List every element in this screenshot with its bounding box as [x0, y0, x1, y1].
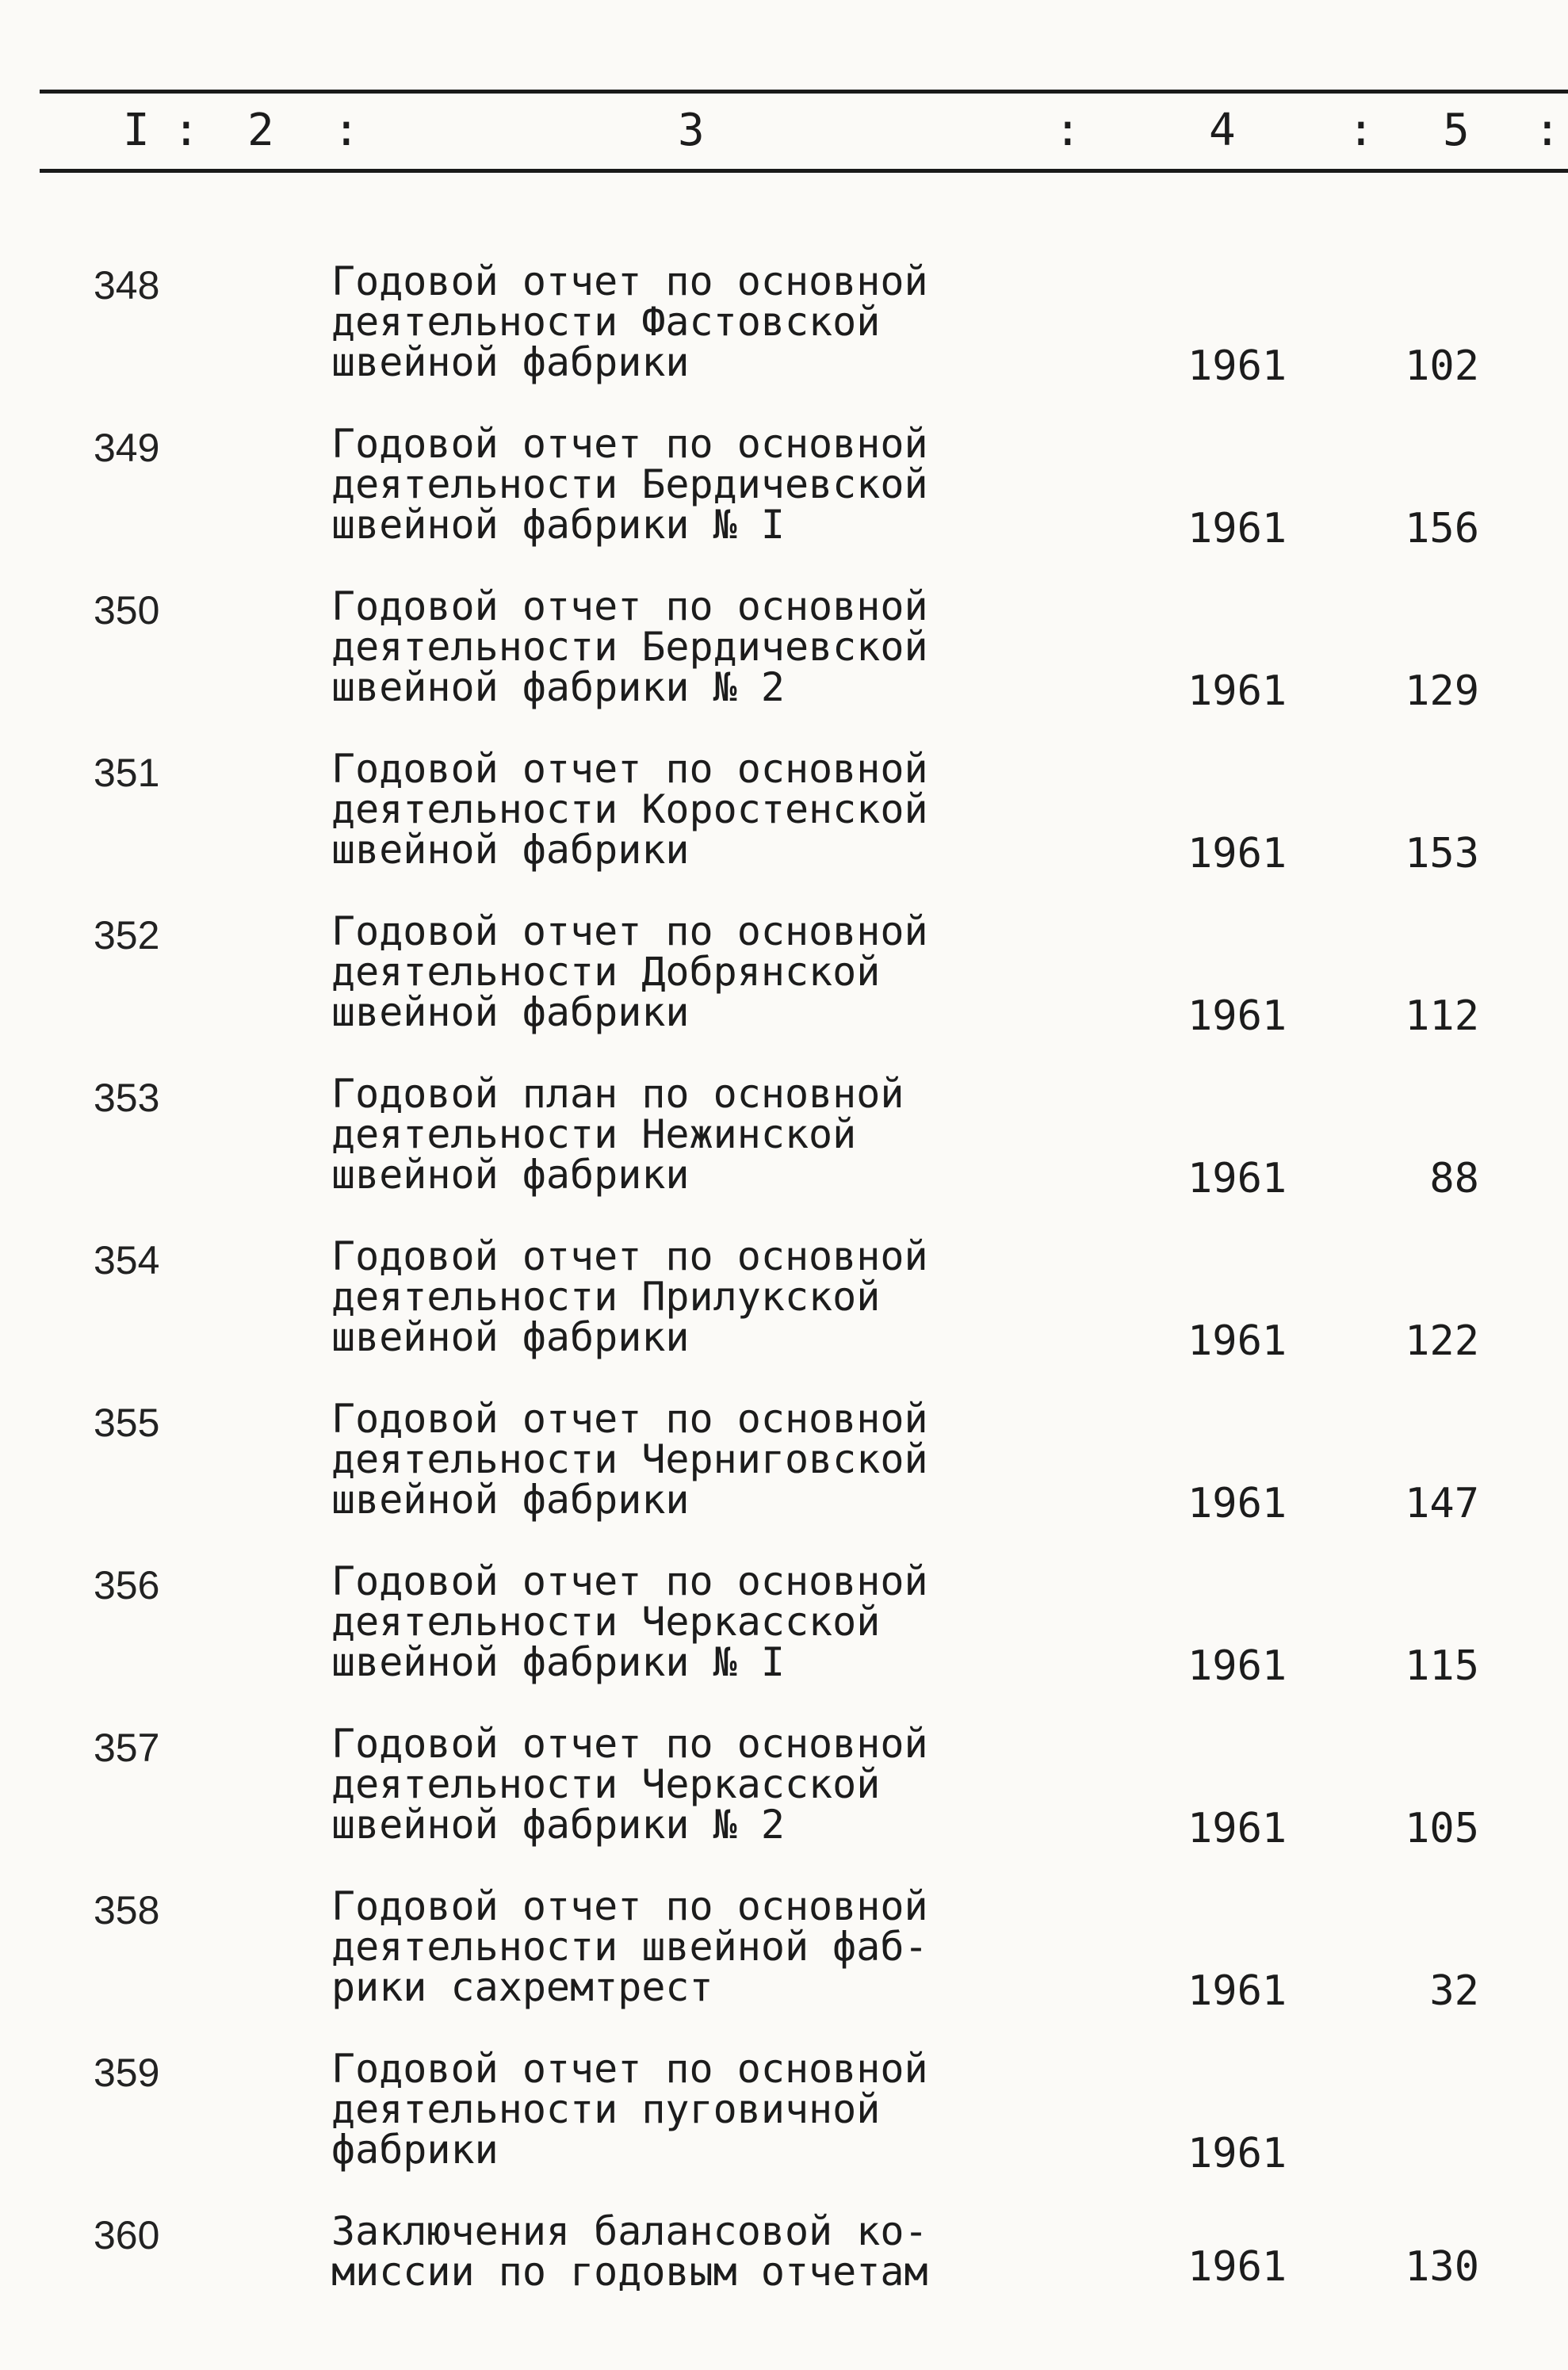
item-title-line: деятельности швейной фаб- [331, 1924, 928, 1970]
item-title-line: деятельности Бердичевской [331, 461, 928, 507]
item-number: 349 [94, 426, 160, 470]
item-number: 359 [94, 2051, 160, 2095]
item-number: 348 [94, 263, 160, 308]
list-item [0, 2208, 1568, 2370]
item-year: 1961 [1187, 1642, 1287, 1690]
item-title-line: рики сахремтрест [331, 1964, 713, 2010]
list-item [0, 1558, 1568, 1720]
item-title [331, 1558, 1029, 1685]
item-number: 353 [94, 1076, 160, 1120]
item-title-line: Годовой отчет по основной [331, 746, 928, 792]
item-title-line: швейной фабрики № I [331, 502, 785, 548]
item-title-line: Годовой отчет по основной [331, 1883, 928, 1929]
item-year: 1961 [1187, 667, 1287, 715]
item-year: 1961 [1187, 2130, 1287, 2177]
column-header-4: 4 [1209, 105, 1236, 156]
item-title-line: миссии по годовым отчетам [331, 2249, 928, 2295]
list-item [0, 421, 1568, 583]
list-item [0, 583, 1568, 745]
item-title-line: швейной фабрики [331, 989, 690, 1035]
item-year: 1961 [1187, 1967, 1287, 2015]
column-separator: : [1348, 105, 1375, 156]
item-number: 356 [94, 1563, 160, 1607]
list-item [0, 908, 1568, 1070]
item-number: 358 [94, 1888, 160, 1932]
item-title [331, 583, 1029, 710]
item-sheet-count: 156 [1405, 505, 1479, 552]
column-header-1: I [123, 105, 150, 156]
item-sheet-count: 122 [1405, 1317, 1479, 1365]
item-title-line: Годовой отчет по основной [331, 1396, 928, 1442]
item-title-line: швейной фабрики [331, 827, 690, 873]
item-title-line: Годовой отчет по основной [331, 258, 928, 304]
item-sheet-count: 115 [1405, 1642, 1479, 1690]
item-year: 1961 [1187, 992, 1287, 1040]
item-title [331, 1883, 1029, 2010]
item-year: 1961 [1187, 1317, 1287, 1365]
list-item [0, 2046, 1568, 2208]
item-title-line: деятельности Бердичевской [331, 624, 928, 670]
item-number: 352 [94, 913, 160, 958]
item-title-line: деятельности Черкасской [331, 1761, 881, 1807]
item-title [331, 1071, 1029, 1198]
item-sheet-count: 129 [1405, 667, 1479, 715]
item-number: 357 [94, 1726, 160, 1770]
item-title [331, 258, 1029, 385]
item-title [331, 2046, 1029, 2173]
item-title [331, 2208, 1029, 2295]
item-title-line: деятельности Фастовской [331, 299, 881, 345]
item-year: 1961 [1187, 830, 1287, 877]
item-sheet-count: 102 [1405, 342, 1479, 390]
item-title-line: деятельности Черкасской [331, 1599, 881, 1645]
item-year: 1961 [1187, 1155, 1287, 1202]
list-item [0, 1071, 1568, 1233]
item-title [331, 746, 1029, 873]
item-year: 1961 [1187, 2243, 1287, 2291]
column-header-3: 3 [678, 105, 705, 156]
item-title-line: деятельности Добрянской [331, 949, 881, 995]
item-title-line: деятельности Нежинской [331, 1111, 857, 1157]
item-title-line: швейной фабрики № I [331, 1639, 785, 1685]
item-title-line: Годовой отчет по основной [331, 1558, 928, 1604]
list-item [0, 1721, 1568, 1883]
item-title-line: Годовой отчет по основной [331, 1721, 928, 1767]
item-sheet-count: 153 [1405, 830, 1479, 877]
header-bottom-rule [40, 169, 1568, 173]
list-item [0, 1396, 1568, 1558]
column-header-2: 2 [247, 105, 274, 156]
column-header-row [0, 95, 1568, 166]
list-item [0, 258, 1568, 420]
item-number: 355 [94, 1401, 160, 1445]
item-sheet-count: 147 [1405, 1480, 1479, 1527]
item-number: 350 [94, 588, 160, 633]
item-title [331, 908, 1029, 1035]
item-title [331, 1233, 1029, 1360]
item-title [331, 1396, 1029, 1523]
item-title-line: деятельности Прилукской [331, 1274, 881, 1320]
column-separator: : [1534, 105, 1561, 156]
item-title-line: деятельности Черниговской [331, 1436, 928, 1482]
item-sheet-count: 112 [1405, 992, 1479, 1040]
item-title-line: Годовой план по основной [331, 1071, 904, 1117]
item-number: 354 [94, 1238, 160, 1282]
item-title-line: Годовой отчет по основной [331, 2046, 928, 2092]
list-item [0, 1233, 1568, 1395]
item-title-line: Годовой отчет по основной [331, 421, 928, 467]
item-year: 1961 [1187, 505, 1287, 552]
column-header-5: 5 [1443, 105, 1470, 156]
item-title-line: швейной фабрики [331, 339, 690, 385]
item-sheet-count: 88 [1429, 1155, 1479, 1202]
item-title-line: Годовой отчет по основной [331, 1233, 928, 1279]
item-title [331, 421, 1029, 548]
item-title-line: швейной фабрики № 2 [331, 664, 785, 710]
item-title-line: швейной фабрики № 2 [331, 1802, 785, 1848]
item-sheet-count: 130 [1405, 2243, 1479, 2291]
item-title-line: швейной фабрики [331, 1314, 690, 1360]
item-title-line: швейной фабрики [331, 1477, 690, 1523]
item-number: 360 [94, 2213, 160, 2257]
item-title-line: деятельности пуговичной [331, 2086, 881, 2132]
column-separator: : [173, 105, 200, 156]
item-title-line: фабрики [331, 2127, 499, 2173]
item-title-line: деятельности Коростенской [331, 786, 928, 832]
item-sheet-count: 32 [1429, 1967, 1479, 2015]
item-title-line: Заключения балансовой ко- [331, 2208, 928, 2254]
item-title-line: швейной фабрики [331, 1152, 690, 1198]
header-top-rule [40, 90, 1568, 94]
column-separator: : [333, 105, 360, 156]
item-year: 1961 [1187, 342, 1287, 390]
list-item [0, 1883, 1568, 2045]
item-sheet-count: 105 [1405, 1805, 1479, 1852]
item-title [331, 1721, 1029, 1848]
list-item [0, 746, 1568, 908]
item-number: 351 [94, 751, 160, 795]
column-separator: : [1054, 105, 1081, 156]
item-title-line: Годовой отчет по основной [331, 583, 928, 629]
item-year: 1961 [1187, 1805, 1287, 1852]
item-title-line: Годовой отчет по основной [331, 908, 928, 954]
item-year: 1961 [1187, 1480, 1287, 1527]
